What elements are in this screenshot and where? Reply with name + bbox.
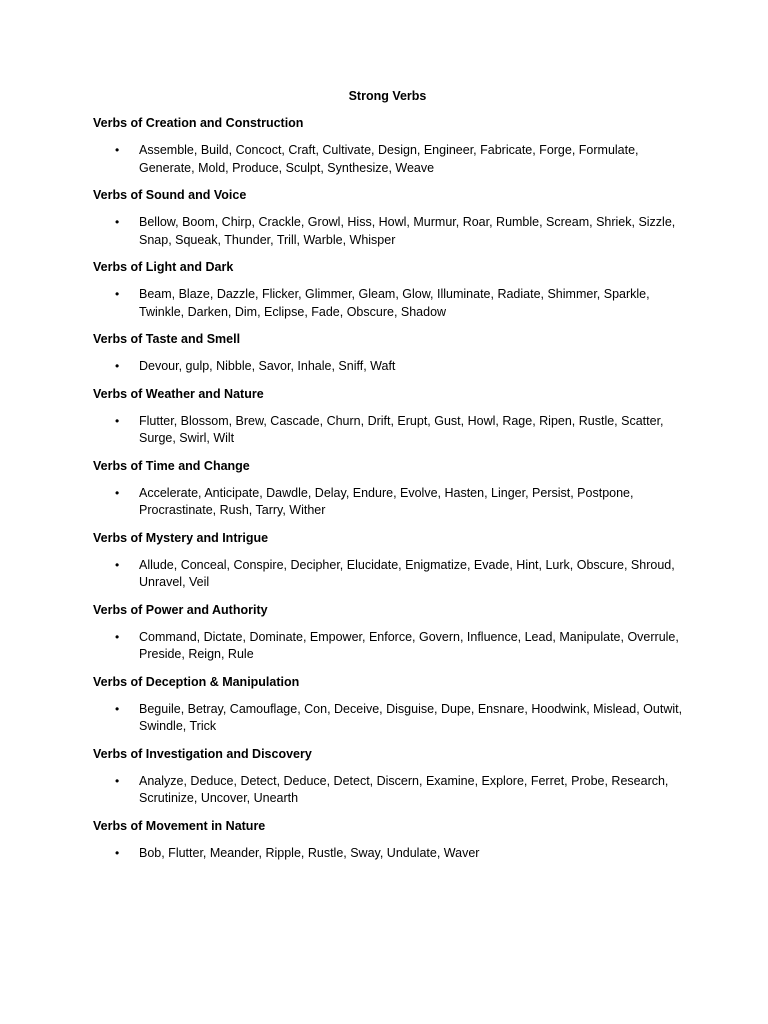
document-title: Strong Verbs (348, 89, 427, 103)
list-item-text: Beguile, Betray, Camouflage, Con, Deceive, Disguise, Dupe, Ensnare, Hoodwink, Mislead, Outwit, Swindle, Trick (139, 701, 683, 733)
list-item (93, 557, 688, 592)
section-heading: Verbs of Power and Authority (93, 602, 268, 617)
section-heading: Verbs of Weather and Nature (93, 386, 264, 401)
section-investigation (93, 746, 688, 808)
section-time (93, 458, 688, 520)
bullet-icon: • (115, 215, 120, 229)
section-heading: Verbs of Creation and Construction (93, 116, 304, 130)
bullet-icon: • (115, 413, 120, 428)
list-item-text: Assemble, Build, Concoct, Craft, Cultivate, Design, Engineer, Fabricate, Forge, Formulate, Generate, Mold, Produce, Sculpt, Synthesize, Weave (139, 143, 639, 175)
list-item (93, 214, 688, 249)
section-creation (93, 115, 688, 177)
list-item-text: Bob, Flutter, Meander, Ripple, Rustle, Sway, Undulate, Waver (139, 845, 480, 860)
section-heading: Verbs of Sound and Voice (93, 188, 247, 202)
bullet-icon: • (115, 287, 120, 301)
section-mystery (93, 530, 688, 592)
bullet-icon: • (115, 773, 120, 788)
section-heading: Verbs of Movement in Nature (93, 818, 266, 833)
section-weather (93, 386, 688, 448)
list-item (93, 142, 688, 177)
section-heading: Verbs of Time and Change (93, 458, 250, 473)
list-item (93, 845, 688, 863)
list-item (93, 413, 688, 448)
section-heading: Verbs of Light and Dark (93, 260, 234, 274)
section-taste (93, 331, 688, 376)
bullet-icon: • (115, 701, 120, 716)
section-sound (93, 187, 688, 249)
list-item (93, 286, 688, 321)
section-deception (93, 674, 688, 736)
bullet-icon: • (115, 557, 120, 572)
list-item (93, 358, 688, 376)
bullet-icon: • (115, 143, 120, 157)
list-item-text: Devour, gulp, Nibble, Savor, Inhale, Sniff, Waft (139, 359, 396, 373)
list-item-text: Accelerate, Anticipate, Dawdle, Delay, Endure, Evolve, Hasten, Linger, Persist, Postpone, Procrastinate, Rush, Tarry, Wither (139, 485, 634, 517)
section-heading: Verbs of Deception & Manipulation (93, 674, 300, 689)
section-movement (93, 818, 688, 863)
bullet-icon: • (115, 845, 120, 860)
list-item-text: Bellow, Boom, Chirp, Crackle, Growl, Hiss, Howl, Murmur, Roar, Rumble, Scream, Shriek, Sizzle, Snap, Squeak, Thunder, Trill, Warble, Whisper (139, 215, 676, 247)
list-item-text: Command, Dictate, Dominate, Empower, Enforce, Govern, Influence, Lead, Manipulate, Overrule, Preside, Reign, Rule (139, 629, 679, 661)
list-item-text: Allude, Conceal, Conspire, Decipher, Elucidate, Enigmatize, Evade, Hint, Lurk, Obscure, Shroud, Unravel, Veil (139, 557, 675, 589)
section-heading: Verbs of Mystery and Intrigue (93, 530, 269, 545)
bullet-icon: • (115, 359, 120, 373)
section-power (93, 602, 688, 664)
section-light (93, 259, 688, 321)
list-item-text: Flutter, Blossom, Brew, Cascade, Churn, Drift, Erupt, Gust, Howl, Rage, Ripen, Rustle, Scatter, Surge, Swirl, Wilt (139, 413, 664, 445)
list-item (93, 629, 688, 664)
list-item (93, 485, 688, 520)
list-item (93, 773, 688, 808)
bullet-icon: • (115, 485, 120, 500)
section-heading: Verbs of Taste and Smell (93, 332, 241, 346)
bullet-icon: • (115, 629, 120, 644)
list-item-text: Beam, Blaze, Dazzle, Flicker, Glimmer, Gleam, Glow, Illuminate, Radiate, Shimmer, Sparkle, Twinkle, Darken, Dim, Eclipse, Fade, Obscure, Shadow (139, 287, 650, 319)
section-heading: Verbs of Investigation and Discovery (93, 746, 312, 761)
list-item (93, 701, 688, 736)
list-item-text: Analyze, Deduce, Detect, Deduce, Detect, Discern, Examine, Explore, Ferret, Probe, Research, Scrutinize, Uncover, Unearth (139, 773, 669, 805)
